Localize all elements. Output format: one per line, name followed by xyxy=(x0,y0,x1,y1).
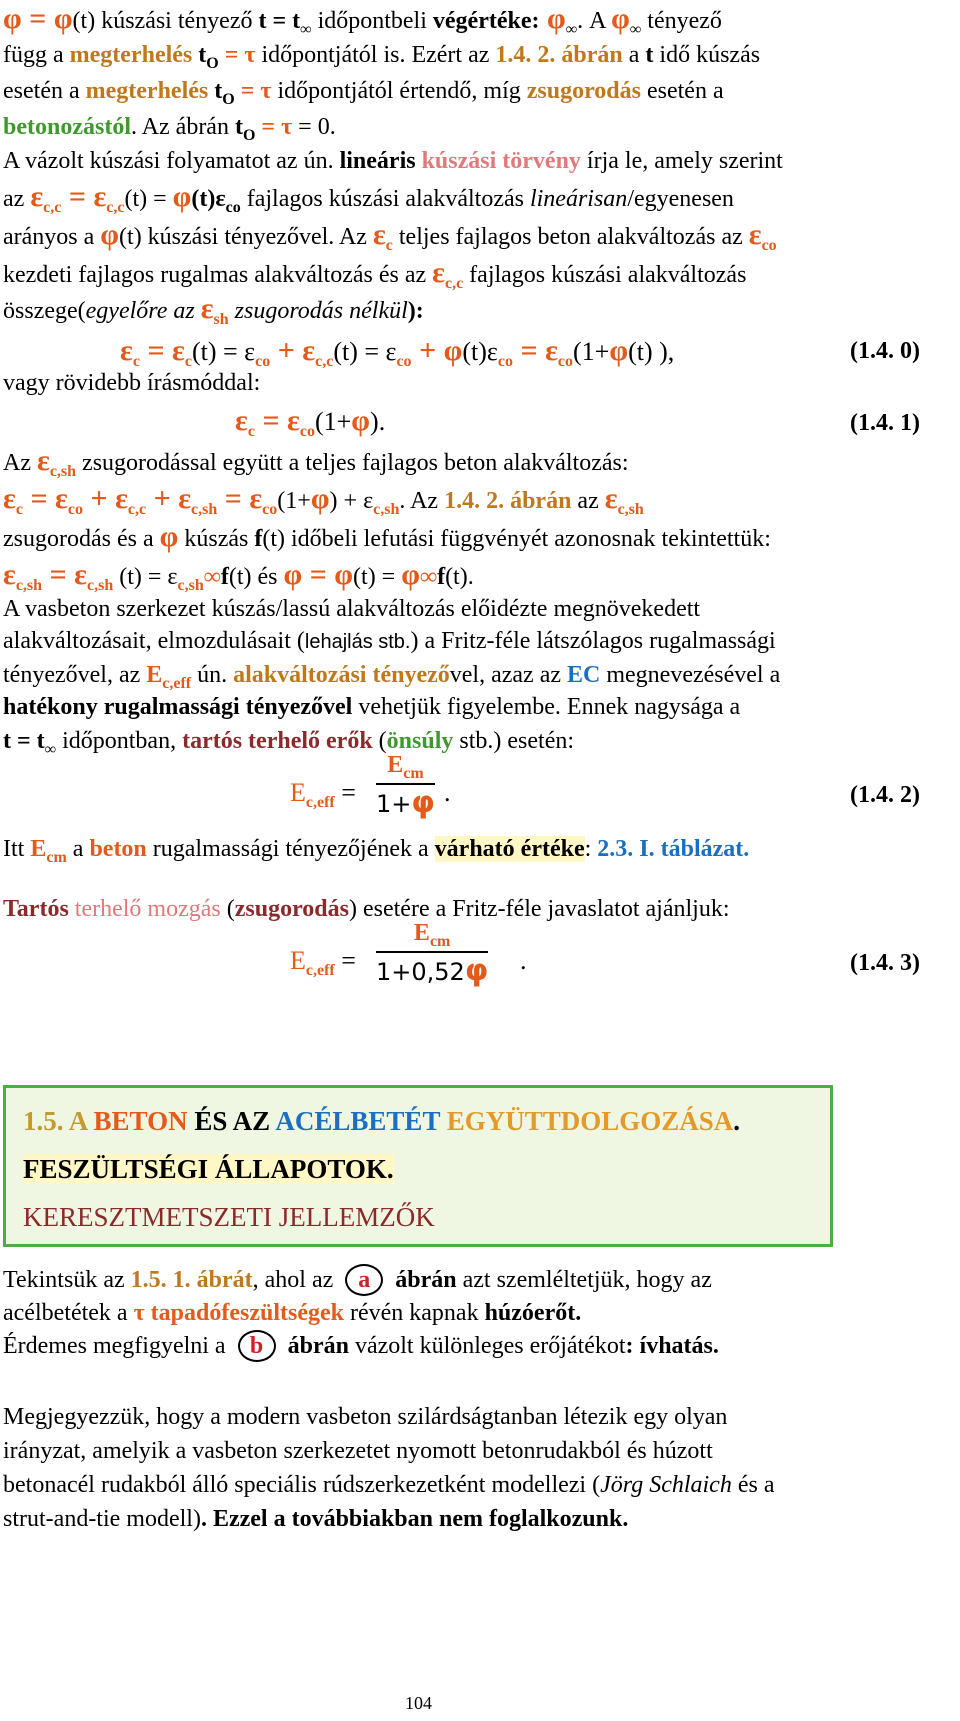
equation-number: (1.4. 3) xyxy=(850,950,920,976)
text-line: alakváltozásait, elmozdulásait (lehajlás stb.) a Fritz-féle látszólagos rugalmassági xyxy=(3,628,776,654)
equation-dot: . xyxy=(444,778,451,807)
text-line: tényezővel, az $E_{c,eff}$ ún. alakváltozási tényezővel, azaz az EC megnevezésével a xyxy=(3,662,781,692)
page-number: 104 xyxy=(405,1693,432,1713)
equation-number: (1.4. 1) xyxy=(850,410,920,436)
equation-dot: . xyxy=(520,946,527,975)
text-line: A vasbeton szerkezet kúszás/lassú alakváltozás előidézte megnövekedett xyxy=(3,596,701,622)
text-line: Tartós terhelő mozgás (zsugorodás) esetére a Fritz-féle javaslatot ajánljuk: xyxy=(3,896,730,922)
text-line: az $\varepsilon_{c,c} = \varepsilon_{c,c}(t) = \varphi(t)\varepsilon_{co}$ fajlagos kúszási alakváltozás lineárisan/egyenesen xyxy=(3,182,734,216)
text-line: esetén a megterhelés $t_O = \tau$ időpontjától értendő, míg zsugorodás esetén a xyxy=(3,78,724,108)
text-line: Megjegyezzük, hogy a modern vasbeton szilárdságtanban létezik egy olyan xyxy=(3,1404,728,1430)
text-line: strut-and-tie modell). Ezzel a továbbiakban nem foglalkozunk. xyxy=(3,1506,629,1532)
fraction: $E_{cm}$ 1+φ xyxy=(376,752,435,820)
fraction: $E_{cm}$ 1+0,52φ xyxy=(376,920,489,988)
text-line: zsugorodás és a φ kúszás f(t) időbeli lefutási függvényét azonosnak tekintettük: xyxy=(3,522,771,553)
equation-1-4-3: $E_{c,eff}$ = xyxy=(290,946,356,980)
text-line: $\varepsilon_{c,sh} = \varepsilon_{c,sh}$ $(t) = \varepsilon_{c,sh}\infty f(t)$ és φ = φ(t) = φ∞f(t). xyxy=(3,560,474,594)
equation-1-4-2: $E_{c,eff}$ = xyxy=(290,778,356,812)
text-line: $\varepsilon_c = \varepsilon_{co} + \varepsilon_{c,c} + \varepsilon_{c,sh} = \varepsilon_{co}(1+\varphi) + \varepsilon_{c,sh}$. Az 1.4. 2. ábrán az $\varepsilon_{c,sh}$ xyxy=(3,484,644,518)
text-line: arányos a φ(t) kúszási tényezővel. Az $\varepsilon_c$ teljes fajlagos beton alakváltozás az $\varepsilon_{co}$ xyxy=(3,220,777,254)
figure-marker-a: a xyxy=(345,1264,383,1296)
equation-number: (1.4. 2) xyxy=(850,782,920,808)
text-line: függ a megterhelés $t_O = \tau$ időpontjától is. Ezért az 1.4. 2. ábrán a t idő kúszás xyxy=(3,42,761,72)
text-line: Itt $E_{cm}$ a beton rugalmassági tényezőjének a várható értéke: 2.3. I. táblázat. xyxy=(3,836,750,866)
text-line: Tekintsük az 1.5. 1. ábrát, ahol az a ábrán azt szemléltetjük, hogy az xyxy=(3,1264,958,1296)
text-line: betonozástól. Az ábrán $t_O = \tau = 0$. xyxy=(3,114,336,144)
equation-1-4-0: $\varepsilon_c = \varepsilon_c(t) = \varepsilon_{co} + \varepsilon_{c,c}(t) = \varepsilon_{co} + \varphi(t)\varepsilon_{co} = \varepsilon_{co}(1+\varphi(t)$ ), xyxy=(120,334,675,371)
heading-line-1: 1.5. A BETON ÉS AZ ACÉLBETÉT EGYÜTTDOLGOZÁSA. xyxy=(23,1106,741,1136)
figure-marker-b: b xyxy=(238,1330,276,1362)
text-line: betonacél rudakból álló speciális rúdszerkezetként modellezi (Jörg Schlaich és a xyxy=(3,1472,775,1498)
section-heading-box xyxy=(3,1085,833,1247)
text-line: vagy rövidebb írásmóddal: xyxy=(3,370,261,396)
text-line: Érdemes megfigyelni a b ábrán vázolt különleges erőjátékot: ívhatás. xyxy=(3,1330,958,1362)
text-line: hatékony rugalmassági tényezővel vehetjük figyelembe. Ennek nagysága a xyxy=(3,694,741,720)
text-line: összege(egyelőre az $\varepsilon_{sh}$ zsugorodás nélkül): xyxy=(3,294,424,328)
text-line: φ = φ(t) kúszási tényező $t = t_\infty$ időpontbeli végértéke: $\varphi_\infty$. A $\varphi_\infty$ tényező xyxy=(3,4,722,38)
text-line: A vázolt kúszási folyamatot az ún. lineáris kúszási törvény írja le, amely szerint xyxy=(3,148,783,174)
text-line: irányzat, amelyik a vasbeton szerkezetet nyomott betonrudakból és húzott xyxy=(3,1438,713,1464)
text-line: $t = t_\infty$ időpontban, tartós terhelő erők (önsúly stb.) esetén: xyxy=(3,728,575,758)
heading-line-3: KERESZTMETSZETI JELLEMZŐK xyxy=(23,1202,435,1232)
text-line: acélbetétek a τ tapadófeszültségek révén kapnak húzóerőt. xyxy=(3,1300,582,1326)
text-line: Az $\varepsilon_{c,sh}$ zsugorodással együtt a teljes fajlagos beton alakváltozás: xyxy=(3,446,629,480)
text-line: kezdeti fajlagos rugalmas alakváltozás és az $\varepsilon_{c,c}$ fajlagos kúszási alakváltozás xyxy=(3,258,747,292)
equation-1-4-1: $\varepsilon_c = \varepsilon_{co}(1+\varphi)$. xyxy=(235,404,386,441)
equation-number: (1.4. 0) xyxy=(850,338,920,364)
heading-line-2: FESZÜLTSÉGI ÁLLAPOTOK. xyxy=(23,1154,394,1184)
